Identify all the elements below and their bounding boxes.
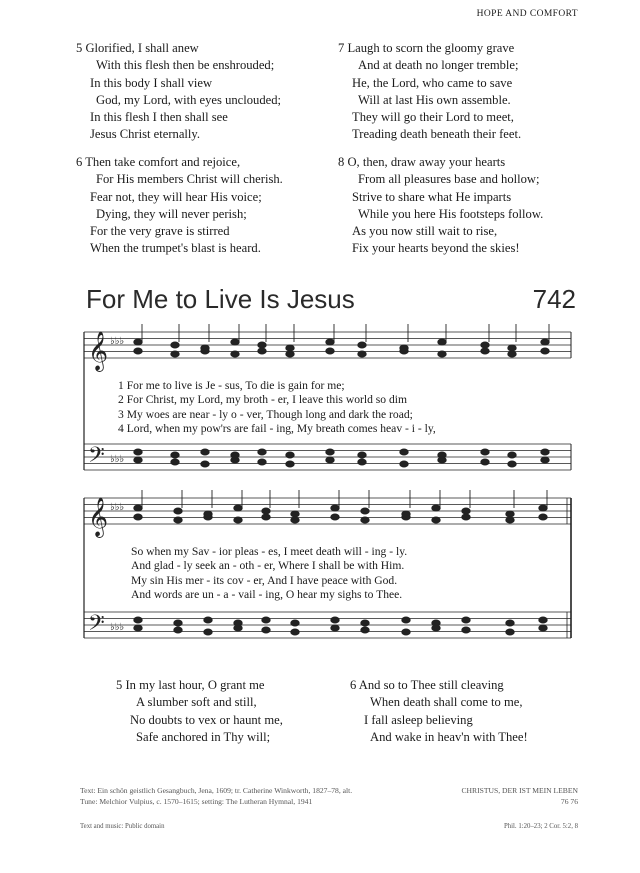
note-head [539,617,547,623]
clef-symbol: ♭♭♭ [110,622,125,633]
clef-symbol: ♭♭♭ [110,336,125,347]
lyric-line-2: And glad - ly seek an - oth - er, Where I shall be with Him. [131,559,405,573]
note-head [291,620,299,626]
note-head [171,351,179,357]
note-head [234,517,242,523]
note-head [286,452,294,458]
verse-line: No doubts to vex or haunt me, [130,712,283,727]
note-head [402,514,410,520]
verse-line: For His members Christ will cherish. [96,172,283,187]
note-head [234,505,242,511]
note-head [134,505,142,511]
section-label: HOPE AND COMFORT [476,9,578,19]
note-head [506,517,514,523]
note-head [438,351,446,357]
note-head [174,517,182,523]
note-head [291,511,299,517]
note-head [258,342,266,348]
note-head [201,461,209,467]
note-head [358,459,366,465]
note-head [361,517,369,523]
stanza-5-lower [116,677,283,746]
verse-line: Will at last His own assemble. [358,92,511,107]
lyric-line-1: 1 For me to live is Je - sus, To die is gain for me; [118,379,345,392]
note-head [262,508,270,514]
verse-line: God, my Lord, with eyes unclouded; [96,92,282,107]
verse-line: Strive to share what He imparts [352,189,512,204]
note-head [286,351,294,357]
note-head [462,514,470,520]
clef-symbol: 𝄢 [88,611,105,641]
note-head [204,617,212,623]
hymn-title: For Me to Live Is Jesus [86,284,355,314]
note-head [541,339,549,345]
verse-line: Jesus Christ eternally. [90,127,201,142]
note-head [326,348,334,354]
verse-line: Fix your hearts beyond the skies! [352,241,520,256]
note-head [481,459,489,465]
note-head [231,351,239,357]
note-head [438,457,446,463]
note-head [326,457,334,463]
note-head [134,625,142,631]
note-head [262,617,270,623]
note-head [400,449,408,455]
note-head [539,514,547,520]
note-head [204,629,212,635]
note-head [326,449,334,455]
note-head [432,517,440,523]
note-head [361,508,369,514]
verse-line: Treading death beneath their feet. [352,127,522,142]
copyright: Text and music: Public domain [80,823,165,830]
note-head [508,351,516,357]
note-head [174,508,182,514]
note-head [541,348,549,354]
tune-name: CHRISTUS, DER IST MEIN LEBEN [461,786,578,795]
note-head [508,452,516,458]
verse-line: They will go their Lord to meet, [352,110,514,125]
note-head [506,629,514,635]
note-head [358,342,366,348]
stanza-6-lower [350,677,528,746]
verse-line: In this body I shall view [90,75,213,90]
note-head [174,620,182,626]
note-head [171,459,179,465]
note-head [541,449,549,455]
verse-line: And at death no longer tremble; [358,58,519,73]
clef-symbol: ♭♭♭ [110,454,125,465]
note-head [432,505,440,511]
lyric-line-3: 3 My woes are near - ly o - ver, Though long and dark the road; [118,407,413,421]
note-head [134,514,142,520]
note-head [134,339,142,345]
system1-lyrics [118,379,436,437]
clef-symbol: 𝄢 [88,443,105,473]
lyric-line-4: And words are un - a - vail - ing, O hear my sighs to Thee. [131,588,403,602]
note-head [481,449,489,455]
note-head [201,449,209,455]
note-head [134,617,142,623]
verse-line: With this flesh then be enshrouded; [96,58,275,73]
note-head [438,339,446,345]
note-head [481,342,489,348]
note-head [331,617,339,623]
note-head [358,452,366,458]
note-head [402,617,410,623]
clef-symbol: 𝄞 [88,497,109,537]
verse-line: Dying, they will never perish; [96,206,247,221]
verse-line: Fear not, they will hear His voice; [90,189,262,204]
note-head [462,617,470,623]
tune-credit: Tune: Melchior Vulpius, c. 1570–1615; setting: The Lutheran Hymnal, 1941 [80,797,313,806]
note-head [171,452,179,458]
note-head [286,345,294,351]
text-credit: Text: Ein schön geistlich Gesangbuch, Jena, 1609; tr. Catherine Winkworth, 1827–78, alt. [80,786,353,795]
note-head [234,625,242,631]
note-head [204,514,212,520]
system2-lyrics [131,545,407,603]
note-head [400,348,408,354]
verse-line: While you here His footsteps follow. [358,206,544,221]
clef-symbol: 𝄞 [88,331,109,371]
note-head [361,627,369,633]
verse-line: From all pleasures base and hollow; [358,172,540,187]
note-head [508,461,516,467]
clef-symbol: ♭♭♭ [110,502,125,513]
note-head [326,339,334,345]
verse-line: For the very grave is stirred [90,224,230,239]
note-head [258,348,266,354]
note-head [331,514,339,520]
lyric-line-1: So when my Sav - ior pleas - es, I meet death will - ing - ly. [131,545,408,558]
note-head [400,461,408,467]
note-head [508,345,516,351]
note-head [539,505,547,511]
note-head [481,348,489,354]
note-head [506,511,514,517]
meter: 76 76 [560,797,578,806]
verse-line: 7 Laugh to scorn the gloomy grave [338,41,515,55]
note-head [134,457,142,463]
verse-line: 8 O, then, draw away your hearts [338,155,506,169]
verse-line: A slumber soft and still, [136,695,257,710]
note-head [231,339,239,345]
note-head [262,627,270,633]
note-head [291,629,299,635]
note-head [462,508,470,514]
note-head [331,505,339,511]
note-head [541,457,549,463]
verse-line: Safe anchored in Thy will; [136,729,271,744]
verse-line: 6 Then take comfort and rejoice, [76,155,241,169]
note-head [258,459,266,465]
note-head [402,629,410,635]
note-head [174,627,182,633]
note-head [462,627,470,633]
note-head [432,625,440,631]
note-head [358,351,366,357]
note-head [331,625,339,631]
verse-line: When the trumpet's blast is heard. [90,241,261,256]
lyric-line-4: 4 Lord, when my pow'rs are fail - ing, My breath comes heav - i - ly, [118,422,436,436]
note-head [258,449,266,455]
note-head [286,461,294,467]
verse-line: He, the Lord, who came to save [352,75,513,90]
verse-line: And wake in heav'n with Thee! [370,729,528,744]
note-head [539,625,547,631]
lyric-line-2: 2 For Christ, my Lord, my broth - er, I leave this world so dim [118,393,408,407]
verse-line: When death shall come to me, [370,695,523,710]
note-head [361,620,369,626]
lyric-line-3: My sin His mer - its cov - er, And I have peace with God. [131,573,398,587]
verse-line: 6 And so to Thee still cleaving [350,678,504,692]
hymn-number: 742 [532,284,576,314]
scripture-refs: Phil. 1:20–23; 2 Cor. 5:2, 8 [503,823,578,830]
note-head [291,517,299,523]
verse-line: In this flesh I then shall see [90,110,228,125]
note-head [231,457,239,463]
verse-line: I fall asleep believing [364,712,473,727]
note-head [134,348,142,354]
note-head [262,514,270,520]
note-head [134,449,142,455]
note-head [506,620,514,626]
note-head [201,348,209,354]
verse-line: 5 In my last hour, O grant me [116,678,265,692]
note-head [171,342,179,348]
verse-line: As you now still wait to rise, [352,224,498,239]
verse-line: 5 Glorified, I shall anew [76,41,199,55]
